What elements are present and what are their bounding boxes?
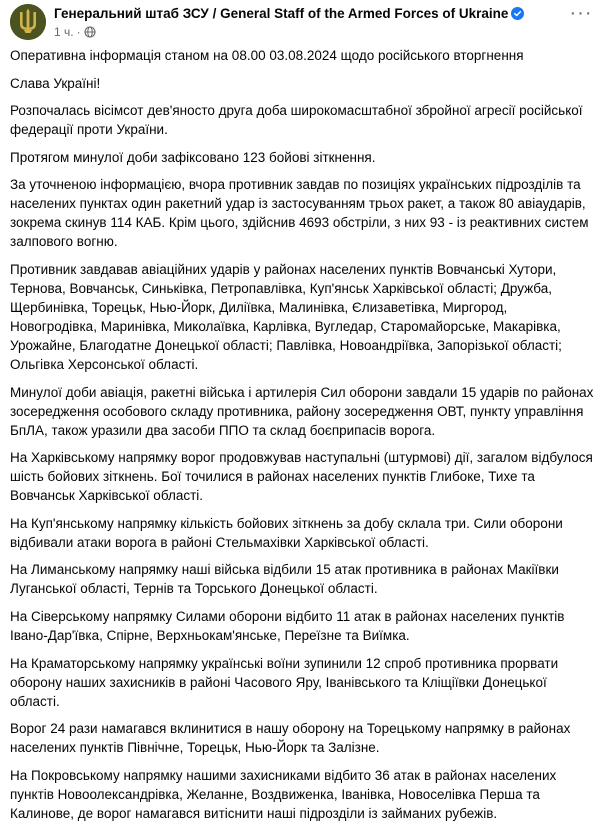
- post-paragraph: На Покровському напрямку нашими захисниками відбито 36 атак в районах населених пунктів Новоолександрівка, Желанне, Воздвиженка, Іванівка, Новоселівка Перша та Калинове, де ворог намагався витіснити наші підрозділи із займаних рубежів.: [10, 767, 557, 821]
- post-meta: [54, 25, 96, 39]
- verified-badge-icon: [511, 7, 524, 20]
- page-name-line: [54, 6, 524, 21]
- globe-icon[interactable]: [84, 26, 96, 38]
- post-paragraph: Протягом минулої доби зафіксовано 123 бойові зіткнення.: [10, 149, 376, 165]
- post-paragraph: Противник завдавав авіаційних ударів у районах населених пунктів Вовчанські Хутори, Тернова, Вовчанськ, Синьківка, Петропавлівка, Куп'янськ Харківської області; Дружба, Щербинівка, Торецьк, Нью-Йорк, Диліївка, Малинівка, Єлизаветівка, Миргород, Новогродівка, Маринівка, Миколаївка, Карлівка, Вугледар, Старомайорське, Макарівка, Урожайне, Благодатне Донецької області; Павлівка, Новоандріївка, Запорізької області; Ольгівка Херсонської області.: [10, 261, 562, 372]
- post-paragraph: Розпочалась вісімсот дев'яносто друга доба широкомасштабної збройної агресії російської федерації проти України.: [10, 103, 583, 138]
- meta-separator: ·: [76, 25, 81, 39]
- post-paragraph: На Краматорському напрямку українські воїни зупинили 12 спроб противника прорвати оборону наших захисників в районі Часового Яру, Іванівського та Кліщіївки Донецької області.: [10, 655, 559, 709]
- post-header: [0, 0, 605, 50]
- post-paragraph: На Лиманському напрямку наші війська відбили 15 атак противника в районах Макіївки Луганської області, Тернів та Торського Донецької області.: [10, 562, 559, 597]
- trident-emblem-icon: [10, 4, 46, 40]
- post-paragraph: На Харківському напрямку ворог продовжував наступальні (штурмові) дії, загалом відбулося шість бойових зіткнень. Бої точилися в районах населених пунктів Глибоке, Тихе та Вовчанськ Харківської області.: [10, 450, 593, 504]
- page-avatar[interactable]: [10, 4, 46, 40]
- page-name-link[interactable]: Генеральний штаб ЗСУ / General Staff of the Armed Forces of Ukraine: [54, 6, 509, 21]
- post-body: [10, 46, 595, 831]
- post-paragraph: За уточненою інформацією, вчора противник завдав по позиціях українських підрозділів та населених пунктах один ракетний удар із застосуванням трьох ракет, а також 80 авіаударів, зокрема скинув 114 КАБ. Крім цього, здійснив 4693 обстріли, з них 93 - із реактивних систем залпового вогню.: [10, 177, 589, 250]
- post-paragraph: На Сіверському напрямку Силами оборони відбито 11 атак в районах населених пунктів Івано-Дар'ївка, Спірне, Верхньокам'янське, Переїзне та Виїмка.: [10, 608, 565, 643]
- post-timestamp-link[interactable]: 1 ч.: [54, 25, 74, 39]
- post-paragraph: На Куп'янському напрямку кількість бойових зіткнень за добу склала три. Сили оборони відбивали атаки ворога в районі Стельмахівки Харківської області.: [10, 515, 563, 550]
- more-options-button[interactable]: ···: [569, 2, 593, 24]
- post-paragraph: Слава Україні!: [10, 75, 101, 91]
- post-paragraph: Минулої доби авіація, ракетні війська і артилерія Сил оборони завдали 15 ударів по районах зосередження особового складу противника, району зосередження ОВТ, пункту управління БпЛА, також уразили два засоби ППО та склад боєприпасів ворога.: [10, 384, 594, 438]
- post-paragraph: Оперативна інформація станом на 08.00 03.08.2024 щодо російського вторгнення: [10, 48, 524, 63]
- post-paragraph: Ворог 24 рази намагався вклинитися в нашу оборону на Торецькому напрямку в районах населених пунктів Північне, Торецьк, Нью-Йорк та Залізне.: [10, 721, 571, 756]
